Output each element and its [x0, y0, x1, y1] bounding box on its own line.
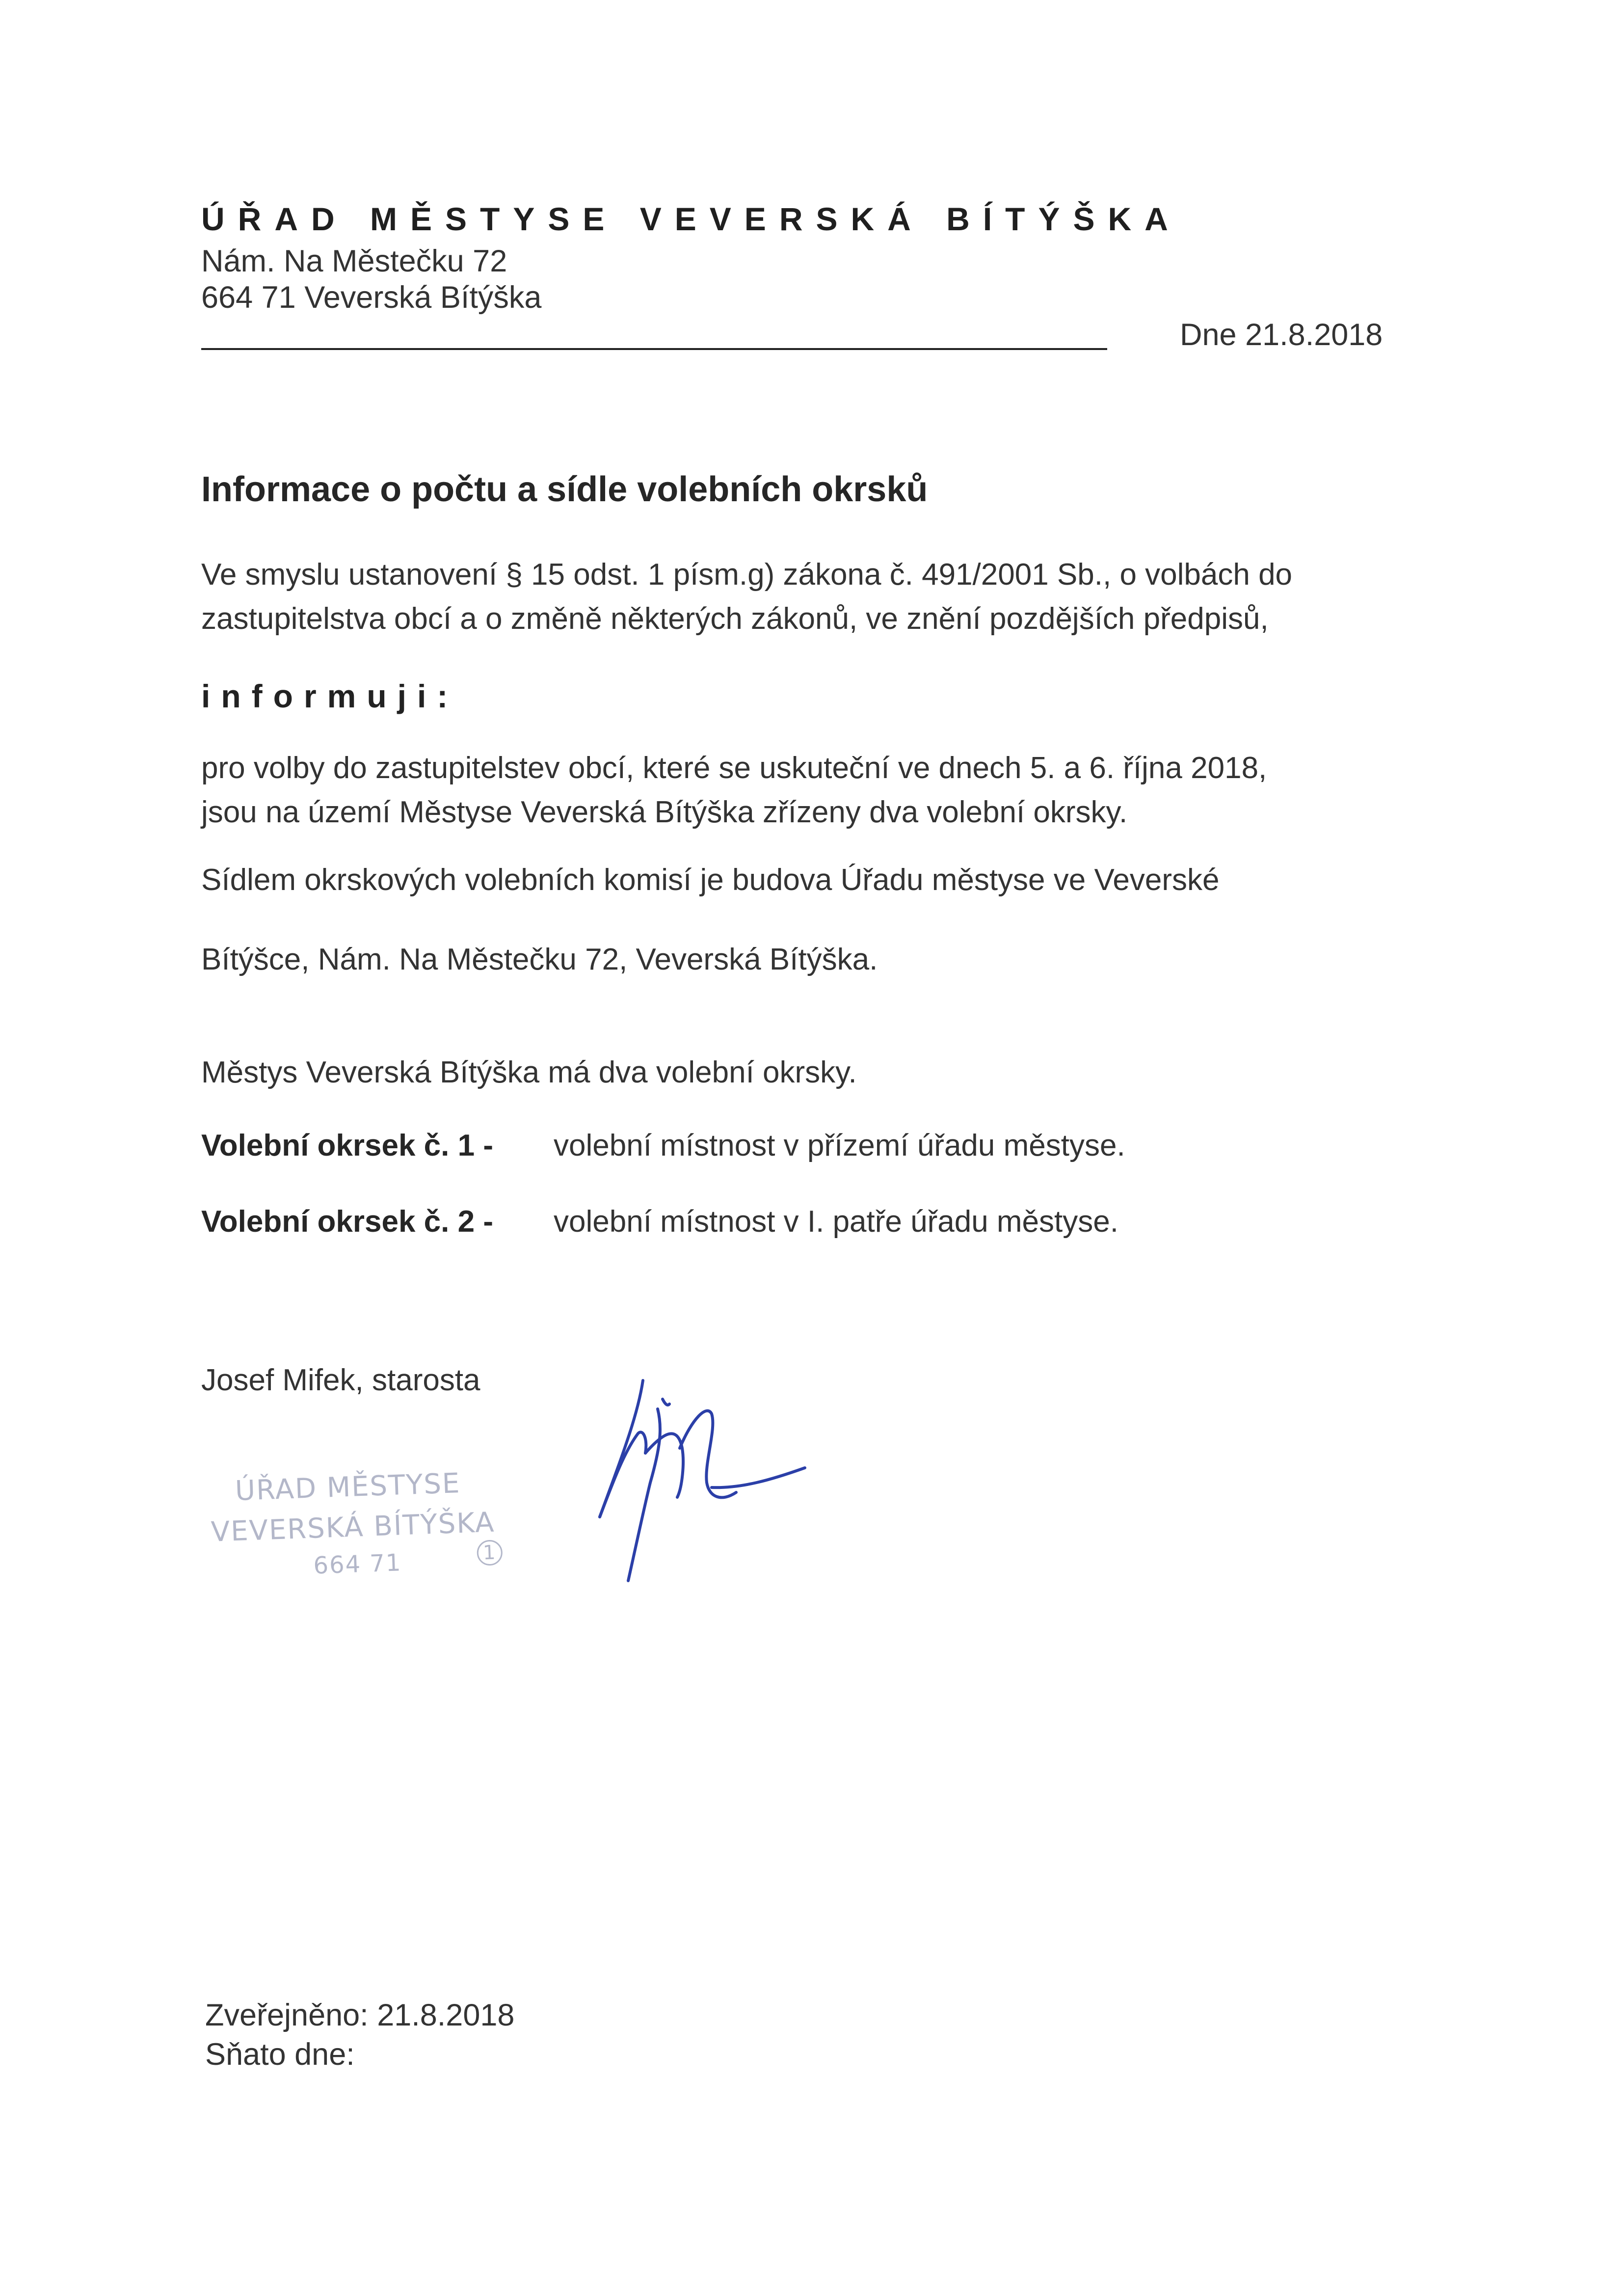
district-1-location: volební místnost v přízemí úřadu městyse.: [554, 1129, 1125, 1162]
office-heading: ÚŘAD MĚSTYSE VEVERSKÁ BÍTÝŠKA: [201, 201, 1181, 237]
district-1-label: Volební okrsek č. 1 -: [201, 1129, 493, 1162]
signature-stroke-2: [600, 1432, 646, 1517]
office-address-street: Nám. Na Městečku 72: [201, 244, 507, 278]
seat-line-1: Sídlem okrskových volebních komisí je budova Úřadu městyse ve Veverské: [201, 863, 1220, 897]
office-address-city: 664 71 Veverská Bítýška: [201, 280, 542, 315]
signer-name: Josef Mifek, starosta: [201, 1363, 480, 1397]
removed-date: Sňato dne:: [205, 2037, 355, 2072]
district-2: [201, 1204, 1118, 1239]
informuji-heading: informuji:: [201, 678, 459, 714]
stamp-number: 1: [477, 1540, 503, 1566]
intro-line-2: zastupitelstva obcí a o změně některých zákonů, ve znění pozdějších předpisů,: [201, 602, 1269, 636]
document-title: Informace o počtu a sídle volebních okrsků: [201, 470, 928, 509]
district-2-location: volební místnost v I. patře úřadu městyse.: [554, 1205, 1118, 1239]
published-date: Zveřejněno: 21.8.2018: [205, 1998, 515, 2032]
intro-line-1: Ve smyslu ustanovení § 15 odst. 1 písm.g) zákona č. 491/2001 Sb., o volbách do: [201, 558, 1293, 592]
office-stamp: [209, 1465, 517, 1594]
election-paragraph: [201, 746, 1267, 835]
header-divider: [201, 348, 1107, 350]
stamp-line-2: VEVERSKÁ BÍTÝŠKA: [210, 1506, 496, 1548]
election-line-1: pro volby do zastupitelstev obcí, které se uskuteční ve dnech 5. a 6. října 2018,: [201, 751, 1267, 785]
district-2-label: Volební okrsek č. 2 -: [201, 1205, 493, 1239]
intro-paragraph: [201, 553, 1292, 641]
election-line-2: jsou na území Městyse Veverská Bítýška zřízeny dva volební okrsky.: [201, 795, 1128, 829]
district-1: [201, 1128, 1125, 1163]
publication-record: [205, 1996, 514, 2074]
signature-stroke-7: [663, 1399, 669, 1405]
district-count-statement: Městys Veverská Bítýška má dva volební okrsky.: [201, 1055, 857, 1089]
signature-stroke-5: [680, 1411, 736, 1498]
stamp-line-3: 664 71: [313, 1549, 402, 1580]
seat-line-2: Bítýšce, Nám. Na Městečku 72, Veverská Bítýška.: [201, 943, 878, 976]
document-date: Dne 21.8.2018: [1180, 318, 1383, 352]
stamp-line-1: ÚŘAD MĚSTYSE: [234, 1467, 461, 1508]
signature-stroke-4: [645, 1433, 683, 1497]
signature-image: [564, 1375, 820, 1610]
signature-stroke-6: [712, 1468, 805, 1487]
